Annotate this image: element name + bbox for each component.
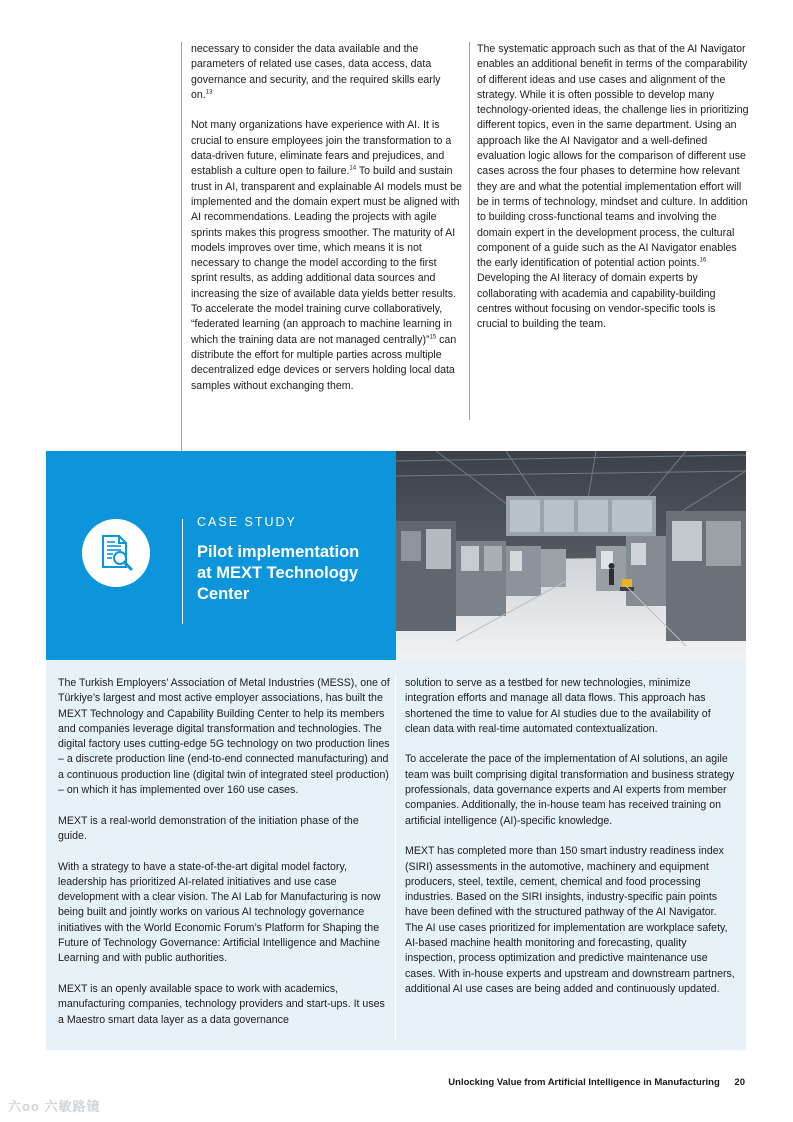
page-number: 20 [734,1077,745,1088]
footer-title: Unlocking Value from Artificial Intelligence in Manufacturing [448,1077,720,1088]
paragraph: solution to serve as a testbed for new technologies, minimize integration efforts and manage all data flows. This approach has shortened the time to value for AI studies due to the availability of clean data with real-time automated contextualization. [405,677,711,735]
footnote-ref[interactable]: 14 [349,165,357,172]
paragraph: With a strategy to have a state-of-the-art digital model factory, leadership has prioritized AI-related initiatives and use case development with a clear vision. The AI Lab for Manufacturing is now being built and jointly works on various AI technology governance initiatives with the World Economic Forum’s Platform for Shaping the Future of Technology Governance: Artificial Intelligence and Machine Learning and with public authorities. [58,860,381,965]
footnote-ref[interactable]: 15 [429,334,437,341]
paragraph: MEXT is a real-world demonstration of the initiation phase of the guide. [58,814,359,842]
watermark: 六oo 六敏路镜 [8,1099,101,1114]
top-left-rule [181,42,182,460]
paragraph: MEXT has completed more than 150 smart industry readiness index (SIRI) assessments in the automotive, machinery and equipment producers, steel, textile, cement, chemical and food processing industries. Based on the SIRI insights, industry-specific pain points have been defined with the structured pathway of the AI Navigator. The AI use cases prioritized for implementation are workplace safety, AI-based machine health monitoring and forecasting, quality inspection, process optimization and predictive maintenance use cases. With in-house experts and upstream and downstream partners, additional AI use cases are being added and continuously updated. [405,845,735,995]
case-text-column-right [405,676,737,997]
top-middle-rule [469,42,470,420]
case-text-column-left [58,676,390,1028]
document-search-icon [82,519,150,587]
top-text-column-right [477,42,749,333]
case-study-divider [182,519,183,624]
footnote-ref[interactable]: 16 [699,257,707,264]
factory-floor-photo [396,451,746,660]
page-footer [448,1077,745,1088]
footnote-ref[interactable]: 13 [205,89,213,96]
case-study-header-panel [46,451,396,660]
case-study-label: CASE STUDY [197,515,297,529]
paragraph: The systematic approach such as that of the AI Navigator enables an additional benefit in terms of the comparability of different ideas and use cases and alignment of the strategy. While it is often possible to develop many technology-oriented ideas, the challenge lies in prioritizing different topics, even in the same department. Using an approach like the AI Navigator and a well-defined evaluation logic allows for the comparison of different use cases across the four phases to determine how relevant they are and what the potential implementation effort will be in terms of technology, mindset and culture. In addition to building cross-functional teams and involving the domain expert in the development process, the cultural component of a guide such as the AI Navigator enables the early identification of potential action points.$^{16}$ Developing the AI literacy of domain experts by collaborating with academia and capability-building centres without focusing on vendor-specific tools is crucial to building the team. [477,43,749,331]
paragraph: MEXT is an openly available space to work with academics, manufacturing companies, technology providers and start-ups. It uses a Maestro smart data layer as a data governance [58,982,385,1026]
paragraph: To accelerate the pace of the implementation of AI solutions, an agile team was built comprising digital transformation and business strategy professionals, data governance experts and AI experts from member companies. Additionally, the in-house team has received training on artificial intelligence (AI)-specific knowledge. [405,753,735,827]
paragraph: Not many organizations have experience with AI. It is crucial to ensure employees join the transformation to a data-driven future, eliminate fears and prejudices, and establish a culture open to failure.$^{14}$ To build and sustain trust in AI, transparent and explainable AI models must be implemented and the domain expert must be aligned with AI recommendations. Leading the projects with agile sprints makes this progress smoother. The maturity of AI models improves over time, which means it is not necessary to change the model according to the first sprint results, as adding additional data sources and increasing the size of available data yields better results. To accelerate the model training curve collaboratively, “federated learning (an approach to machine learning in which the training data are not managed centrally)”$^{15}$ can distribute the effort for multiple parties across multiple decentralized edge devices or servers holding local data samples without exchanging them. [191,119,462,392]
top-text-column-left [191,42,463,394]
case-study-title: Pilot implementation at MEXT Technology Center [197,543,360,603]
paragraph: necessary to consider the data available and the parameters of related use cases, data access, data governance and security, and the required skills early on.$^{13}$ [191,43,441,101]
paragraph: The Turkish Employers’ Association of Metal Industries (MESS), one of Türkiye’s largest and most active employer associations, has built the MEXT Technology and Capability Building Center to help its members and companies leverage digital transformation and technologies. The digital factory uses cutting-edge 5G technology on two production lines – a discrete production line (end-to-end connected manufacturing) and a continuous production line (digital twin of integrated steel production) – on which it has implemented over 160 use cases. [58,677,390,797]
case-study-banner [46,451,746,660]
case-body-divider [395,675,396,1040]
